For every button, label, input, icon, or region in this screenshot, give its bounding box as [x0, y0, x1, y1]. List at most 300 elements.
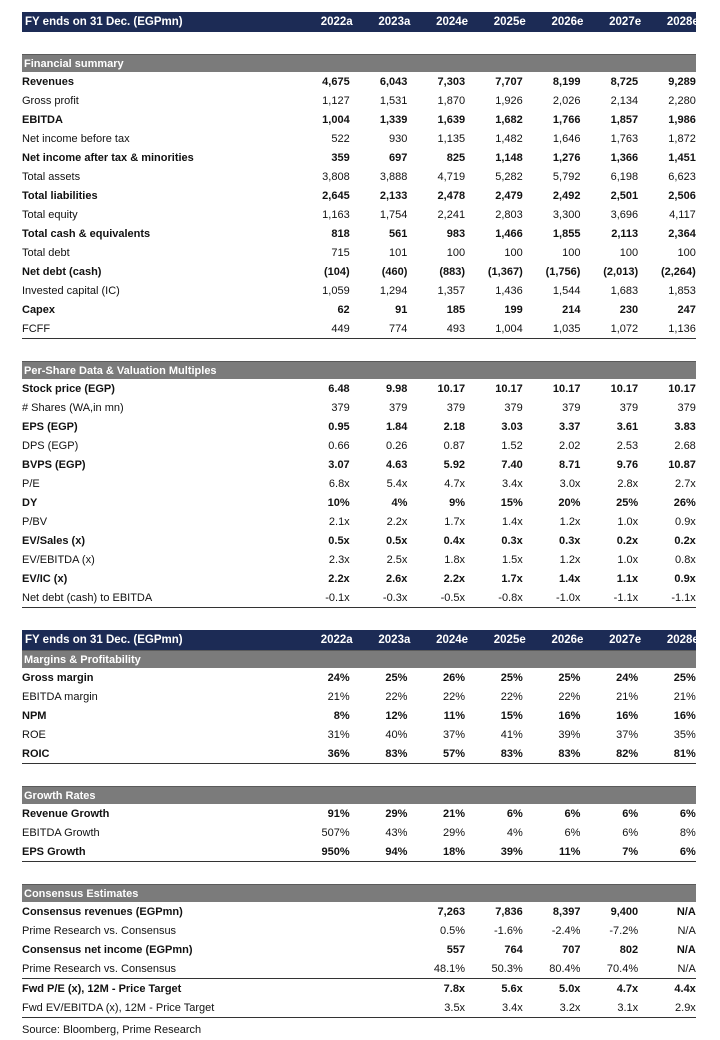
row-value: 2.9x: [675, 1001, 696, 1014]
row-label: # Shares (WA,in mn): [22, 401, 124, 414]
section-header: [22, 361, 696, 379]
row-value: 983: [446, 227, 466, 240]
row-value: 70.4%: [606, 962, 639, 975]
row-label: Total cash & equivalents: [22, 227, 151, 240]
row-value: 25%: [500, 671, 523, 684]
row-value: 2,501: [610, 189, 639, 202]
row-value: 9%: [449, 496, 466, 509]
row-value: 6%: [506, 807, 523, 820]
row-value: 100: [677, 246, 696, 259]
row-value: 707: [562, 943, 581, 956]
row-value: 7,303: [437, 75, 466, 88]
row-value: 1,766: [552, 113, 581, 126]
row-value: 1,339: [379, 113, 408, 126]
row-label: Total liabilities: [22, 189, 98, 202]
row-value: 94%: [385, 845, 408, 858]
row-label: Consensus revenues (EGPmn): [22, 905, 183, 918]
row-value: -0.8x: [498, 591, 523, 604]
row-value: 1,357: [437, 284, 466, 297]
row-value: 2,133: [379, 189, 408, 202]
section-header: [22, 884, 696, 902]
row-value: 39%: [500, 845, 523, 858]
row-value: 9,400: [610, 905, 639, 918]
row-value: 62: [337, 303, 350, 316]
row-value: 1,544: [552, 284, 581, 297]
year-header: 2028e: [666, 16, 699, 28]
row-value: 83%: [500, 747, 523, 760]
row-value: 1,466: [495, 227, 523, 240]
row-value: 21%: [443, 807, 466, 820]
row-value: (2,264): [660, 265, 696, 278]
row-value: 0.8x: [675, 553, 696, 566]
row-value: 6%: [679, 845, 696, 858]
row-label: Net debt (cash) to EBITDA: [22, 591, 153, 604]
table-row: [22, 959, 696, 978]
section-header: [22, 54, 696, 72]
table-row: [22, 493, 696, 512]
year-header: 2022a: [320, 634, 353, 646]
table-row: [22, 512, 696, 531]
row-value: 764: [504, 943, 523, 956]
row-value: 1,366: [610, 151, 639, 164]
row-value: 26%: [443, 671, 466, 684]
row-label: EPS Growth: [22, 845, 86, 858]
row-value: 9.98: [385, 382, 408, 395]
row-value: 802: [619, 943, 639, 956]
row-label: Gross margin: [22, 671, 94, 684]
year-header: 2027e: [609, 16, 642, 28]
row-label: Total equity: [22, 208, 78, 221]
row-label: EV/EBITDA (x): [22, 553, 95, 566]
row-value: 7%: [622, 845, 639, 858]
row-value: 15%: [500, 496, 523, 509]
row-value: 2,026: [552, 94, 581, 107]
row-value: 3,696: [610, 208, 639, 221]
year-header: 2024e: [436, 16, 469, 28]
row-value: 3.07: [328, 458, 350, 471]
row-value: 1.2x: [559, 515, 581, 528]
row-value: 4.4x: [674, 982, 696, 995]
row-value: 1.2x: [559, 553, 581, 566]
row-value: 1,682: [495, 113, 523, 126]
row-value: 0.95: [328, 420, 350, 433]
row-value: 1,294: [379, 284, 408, 297]
row-value: 25%: [673, 671, 696, 684]
table-row: [22, 823, 696, 842]
row-value: 1.4x: [501, 515, 523, 528]
row-value: 100: [619, 246, 639, 259]
row-value: -7.2%: [609, 924, 639, 937]
row-value: 11%: [559, 845, 581, 858]
year-header: 2026e: [551, 16, 584, 28]
row-value: 0.26: [385, 439, 408, 452]
row-value: 214: [562, 303, 581, 316]
row-value: 3.0x: [559, 477, 581, 490]
row-value: 2.1x: [328, 515, 350, 528]
row-value: 26%: [673, 496, 696, 509]
row-value: 3.83: [674, 420, 696, 433]
row-value: 6.48: [328, 382, 350, 395]
section-title: Margins & Profitability: [24, 653, 141, 666]
row-value: 6,198: [610, 170, 639, 183]
row-label: ROE: [22, 728, 46, 741]
row-value: -2.4%: [551, 924, 581, 937]
row-value: 3.1x: [617, 1001, 639, 1014]
row-value: -1.1x: [671, 591, 696, 604]
table-row: [22, 224, 696, 243]
row-value: 10.17: [610, 382, 639, 395]
row-value: 43%: [385, 826, 408, 839]
year-header: 2026e: [551, 634, 584, 646]
row-value: 7.40: [501, 458, 523, 471]
row-value: 1,135: [437, 132, 466, 145]
row-value: 199: [504, 303, 523, 316]
row-label: EV/Sales (x): [22, 534, 85, 547]
table-row: [22, 725, 696, 744]
row-value: 2.2x: [328, 572, 350, 585]
row-value: 1,482: [495, 132, 523, 145]
year-header: 2027e: [609, 634, 642, 646]
row-label: Stock price (EGP): [22, 382, 115, 395]
row-value: 0.3x: [559, 534, 581, 547]
row-value: 379: [677, 401, 696, 414]
table-row: [22, 300, 696, 319]
table-row: [22, 978, 696, 998]
row-value: 2,506: [668, 189, 696, 202]
row-label: Revenue Growth: [22, 807, 110, 820]
table-row: [22, 687, 696, 706]
row-value: 101: [389, 246, 408, 259]
table-row: [22, 72, 696, 91]
row-value: 100: [446, 246, 466, 259]
row-value: 8,397: [552, 905, 581, 918]
row-value: 4.7x: [444, 477, 466, 490]
row-value: 1,639: [437, 113, 466, 126]
row-value: 379: [389, 401, 408, 414]
row-value: 1,857: [610, 113, 639, 126]
row-value: 2.2x: [443, 572, 466, 585]
row-value: 185: [446, 303, 466, 316]
row-label: EBITDA Growth: [22, 826, 100, 839]
row-value: 1,763: [610, 132, 639, 145]
row-value: 41%: [500, 728, 523, 741]
row-value: 10.17: [668, 382, 696, 395]
row-value: 4%: [391, 496, 408, 509]
table-row: [22, 588, 696, 608]
table-row: [22, 921, 696, 940]
table-row: [22, 668, 696, 687]
row-label: NPM: [22, 709, 47, 722]
row-value: 8%: [333, 709, 350, 722]
row-value: 21%: [327, 690, 350, 703]
row-value: 4,675: [322, 75, 350, 88]
table-row: [22, 474, 696, 493]
row-value: 1,127: [322, 94, 350, 107]
row-value: 1,004: [495, 322, 523, 335]
row-value: 493: [446, 322, 466, 335]
table-row: [22, 91, 696, 110]
row-value: 7,836: [495, 905, 523, 918]
year-header: 2025e: [493, 634, 526, 646]
row-value: 12%: [385, 709, 408, 722]
row-value: 1.0x: [617, 553, 639, 566]
year-header: 2024e: [436, 634, 469, 646]
row-value: 6%: [622, 826, 639, 839]
row-value: 1.52: [501, 439, 523, 452]
row-value: 0.2x: [616, 534, 639, 547]
row-value: 825: [446, 151, 466, 164]
row-value: 50.3%: [491, 962, 523, 975]
row-value: 10.17: [437, 382, 466, 395]
row-value: 7,263: [437, 905, 466, 918]
row-value: 80.4%: [549, 962, 581, 975]
table-row: [22, 804, 696, 823]
row-value: 2,364: [668, 227, 696, 240]
row-value: 359: [331, 151, 350, 164]
section-title: Growth Rates: [24, 789, 96, 802]
row-value: 0.4x: [443, 534, 466, 547]
row-value: 379: [562, 401, 581, 414]
header-label: FY ends on 31 Dec. (EGPmn): [25, 16, 183, 28]
table-row: [22, 186, 696, 205]
row-label: DY: [22, 496, 38, 509]
row-value: 25%: [616, 496, 639, 509]
row-value: 0.5x: [328, 534, 350, 547]
row-value: 1,853: [668, 284, 696, 297]
table-row: [22, 110, 696, 129]
section-title: Consensus Estimates: [24, 887, 139, 900]
table-row: [22, 436, 696, 455]
row-value: 40%: [385, 728, 408, 741]
section-title: Financial summary: [24, 57, 124, 70]
row-value: 25%: [385, 671, 408, 684]
row-value: 818: [331, 227, 350, 240]
row-value: 83%: [385, 747, 408, 760]
row-value: 5.6x: [501, 982, 523, 995]
row-value: 6%: [679, 807, 696, 820]
table-row: [22, 262, 696, 281]
row-value: 379: [619, 401, 639, 414]
row-value: 39%: [558, 728, 581, 741]
row-value: 8%: [679, 826, 696, 839]
row-value: 3,888: [379, 170, 408, 183]
row-value: 5.0x: [559, 982, 581, 995]
table-row: [22, 319, 696, 339]
row-value: -1.0x: [555, 591, 581, 604]
row-value: 3.03: [501, 420, 523, 433]
row-value: 16%: [558, 709, 581, 722]
year-header: 2028e: [666, 634, 699, 646]
year-header: 2022a: [320, 16, 353, 28]
row-label: BVPS (EGP): [22, 458, 86, 471]
row-value: 3.4x: [501, 477, 523, 490]
row-value: 557: [446, 943, 466, 956]
row-value: 2,803: [495, 208, 523, 221]
row-value: 0.3x: [501, 534, 523, 547]
row-value: 1,436: [495, 284, 523, 297]
row-label: EBITDA margin: [22, 690, 98, 703]
row-label: Capex: [22, 303, 56, 316]
row-value: 7.8x: [443, 982, 466, 995]
row-value: 1.7x: [444, 515, 466, 528]
row-value: 1,276: [552, 151, 581, 164]
row-value: 16%: [673, 709, 696, 722]
row-value: 1,872: [668, 132, 696, 145]
row-value: 3.61: [616, 420, 639, 433]
row-value: 5.92: [443, 458, 466, 471]
table-row: [22, 243, 696, 262]
row-value: 2,479: [495, 189, 523, 202]
row-value: 11%: [443, 709, 466, 722]
row-value: 3,808: [322, 170, 350, 183]
table-row: [22, 455, 696, 474]
row-label: P/BV: [22, 515, 48, 528]
row-value: 4.7x: [616, 982, 639, 995]
row-value: 697: [389, 151, 408, 164]
row-value: 2.6x: [385, 572, 408, 585]
row-value: 4.63: [385, 458, 408, 471]
row-value: 522: [331, 132, 350, 145]
row-value: 10.17: [552, 382, 581, 395]
row-value: 1,059: [322, 284, 350, 297]
row-value: 10.17: [495, 382, 523, 395]
row-value: 29%: [443, 826, 466, 839]
row-value: 1,926: [495, 94, 523, 107]
row-value: 83%: [558, 747, 581, 760]
section-header: [22, 650, 696, 668]
table-row: [22, 569, 696, 588]
row-value: 2,134: [610, 94, 639, 107]
row-value: 31%: [327, 728, 350, 741]
row-value: N/A: [676, 943, 696, 956]
row-value: 21%: [616, 690, 639, 703]
row-label: Total debt: [22, 246, 70, 259]
row-value: 1,163: [322, 208, 350, 221]
row-value: 4,719: [437, 170, 466, 183]
row-value: 4%: [506, 826, 523, 839]
row-value: 37%: [443, 728, 466, 741]
row-value: 230: [619, 303, 639, 316]
row-label: Revenues: [22, 75, 74, 88]
row-value: (2,013): [603, 265, 639, 278]
row-value: 29%: [385, 807, 408, 820]
row-value: 1,072: [610, 322, 639, 335]
row-value: -1.1x: [613, 591, 639, 604]
row-value: 2.2x: [386, 515, 408, 528]
row-value: 2,645: [322, 189, 350, 202]
row-value: 1.7x: [501, 572, 523, 585]
row-value: 1.0x: [617, 515, 639, 528]
row-value: N/A: [677, 962, 696, 975]
row-value: 10.87: [668, 458, 696, 471]
row-value: 1,986: [668, 113, 696, 126]
row-value: 930: [389, 132, 408, 145]
row-label: Consensus net income (EGPmn): [22, 943, 193, 956]
row-value: 25%: [558, 671, 581, 684]
row-value: 5.4x: [386, 477, 408, 490]
table-row: [22, 902, 696, 921]
row-value: 507%: [321, 826, 350, 839]
row-value: 35%: [673, 728, 696, 741]
row-value: 9,289: [668, 75, 696, 88]
row-value: 1,870: [437, 94, 466, 107]
row-value: -0.3x: [382, 591, 408, 604]
row-label: EBITDA: [22, 113, 63, 126]
row-value: (883): [439, 265, 466, 278]
row-value: 2.68: [674, 439, 696, 452]
row-label: EV/IC (x): [22, 572, 68, 585]
table-row: [22, 550, 696, 569]
row-value: 37%: [616, 728, 639, 741]
row-label: Prime Research vs. Consensus: [22, 962, 177, 975]
row-value: 57%: [443, 747, 466, 760]
row-value: 2,241: [437, 208, 466, 221]
table-row: [22, 167, 696, 186]
financial-table: [22, 12, 699, 1039]
row-value: 3.4x: [501, 1001, 523, 1014]
row-value: 2.5x: [386, 553, 408, 566]
row-value: 8,199: [552, 75, 581, 88]
row-value: 22%: [558, 690, 581, 703]
row-value: 1.84: [385, 420, 408, 433]
row-value: 91%: [327, 807, 350, 820]
row-value: 379: [446, 401, 466, 414]
table-header-row: [22, 630, 699, 650]
table-row: [22, 531, 696, 550]
row-value: 0.2x: [674, 534, 696, 547]
table-row: [22, 205, 696, 224]
row-value: 2.18: [443, 420, 466, 433]
row-value: -0.5x: [440, 591, 466, 604]
row-label: ROIC: [22, 747, 50, 760]
row-value: 4,117: [669, 208, 696, 221]
row-value: 5,792: [552, 170, 581, 183]
row-value: 0.5%: [439, 924, 466, 937]
row-value: 81%: [673, 747, 696, 760]
row-value: 20%: [558, 496, 581, 509]
row-value: N/A: [676, 905, 696, 918]
row-label: P/E: [22, 477, 40, 490]
row-value: 379: [504, 401, 523, 414]
row-label: DPS (EGP): [22, 439, 79, 452]
row-value: 2,492: [552, 189, 581, 202]
row-value: 6%: [622, 807, 639, 820]
row-value: 0.66: [328, 439, 350, 452]
row-label: Gross profit: [22, 94, 79, 107]
row-value: 3.37: [559, 420, 581, 433]
row-label: Fwd P/E (x), 12M - Price Target: [22, 982, 182, 995]
row-value: 2.53: [616, 439, 639, 452]
row-value: 715: [331, 246, 350, 259]
row-value: 2.3x: [328, 553, 350, 566]
row-value: (104): [324, 265, 350, 278]
year-header: 2023a: [378, 16, 411, 28]
row-value: (460): [381, 265, 408, 278]
row-label: Net debt (cash): [22, 265, 102, 278]
table-row: [22, 398, 696, 417]
row-value: 100: [562, 246, 581, 259]
row-label: Net income before tax: [22, 132, 130, 145]
row-value: 24%: [616, 671, 639, 684]
row-value: 449: [331, 322, 350, 335]
row-value: 2,478: [437, 189, 466, 202]
row-value: 950%: [321, 845, 350, 858]
row-value: 2.7x: [675, 477, 696, 490]
table-row: [22, 744, 696, 764]
table-row: [22, 842, 696, 862]
row-label: Total assets: [22, 170, 81, 183]
row-value: 1,148: [495, 151, 523, 164]
